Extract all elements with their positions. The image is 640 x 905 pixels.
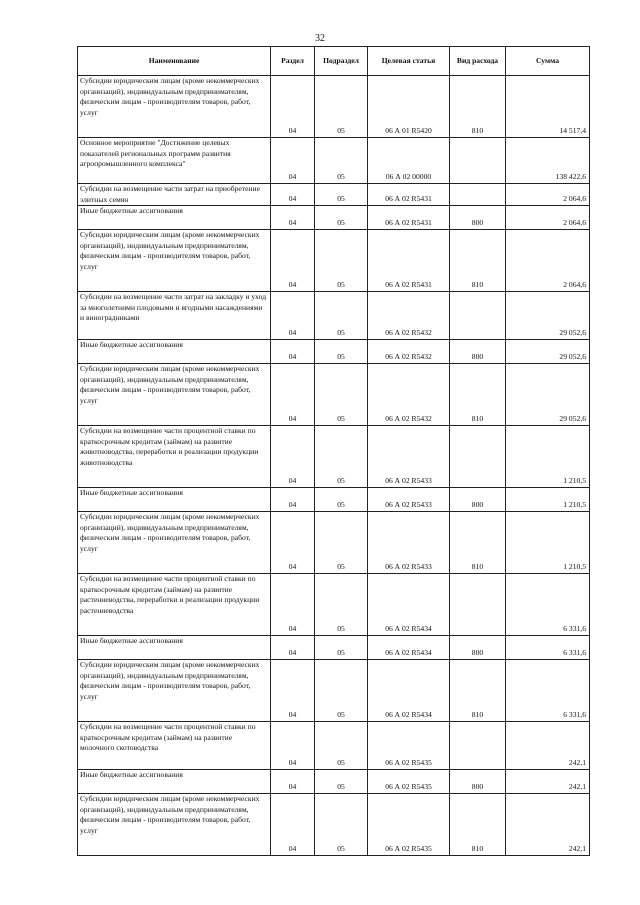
row-celevaya-cell: 06 А 02 R5434 xyxy=(368,636,450,660)
row-razdel-cell: 04 xyxy=(271,488,315,512)
row-name-text: Субсидии юридическим лицам (кроме некоммерческих организаций), индивидуальным предпринимателям, физическим лицам - производителям товаров, работ, услуг xyxy=(80,512,260,553)
row-name-cell xyxy=(78,138,271,184)
table-row xyxy=(78,206,590,230)
row-razdel-cell: 04 xyxy=(271,76,315,138)
row-vid-cell: 800 xyxy=(450,770,506,794)
row-celevaya-cell: 06 А 02 R5433 xyxy=(368,426,450,488)
row-vid-cell xyxy=(450,574,506,636)
table-row xyxy=(78,340,590,364)
row-summa-cell: 29 052,6 xyxy=(506,340,590,364)
row-summa-cell: 1 210,5 xyxy=(506,512,590,574)
row-name-text: Иные бюджетные ассигнования xyxy=(80,206,183,215)
row-podrazdel-cell: 05 xyxy=(315,722,368,770)
row-podrazdel-cell: 05 xyxy=(315,488,368,512)
row-celevaya-cell: 06 А 02 R5433 xyxy=(368,488,450,512)
header-summa: Сумма xyxy=(506,47,590,76)
row-podrazdel-cell: 05 xyxy=(315,206,368,230)
page-number: 32 xyxy=(315,33,325,44)
row-podrazdel-cell: 05 xyxy=(315,794,368,856)
table-row xyxy=(78,364,590,426)
row-razdel-cell: 04 xyxy=(271,574,315,636)
row-name-text: Субсидии юридическим лицам (кроме некоммерческих организаций), индивидуальным предпринимателям, физическим лицам - производителям товаров, работ, услуг xyxy=(80,794,260,835)
header-celevaya: Целевая статья xyxy=(368,47,450,76)
row-summa-cell: 242,1 xyxy=(506,770,590,794)
row-name-text: Субсидии юридическим лицам (кроме некоммерческих организаций), индивидуальным предпринимателям, физическим лицам - производителям товаров, работ, услуг xyxy=(80,364,260,405)
row-podrazdel-cell: 05 xyxy=(315,138,368,184)
row-name-cell xyxy=(78,636,271,660)
row-vid-cell: 810 xyxy=(450,794,506,856)
row-name-text: Иные бюджетные ассигнования xyxy=(80,488,183,497)
row-vid-cell: 810 xyxy=(450,660,506,722)
row-vid-cell: 810 xyxy=(450,512,506,574)
row-vid-cell: 800 xyxy=(450,636,506,660)
row-vid-cell xyxy=(450,184,506,206)
row-name-cell xyxy=(78,340,271,364)
row-name-text: Иные бюджетные ассигнования xyxy=(80,636,183,645)
row-celevaya-cell: 06 А 02 R5431 xyxy=(368,184,450,206)
row-razdel-cell: 04 xyxy=(271,722,315,770)
row-razdel-cell: 04 xyxy=(271,512,315,574)
row-razdel-cell: 04 xyxy=(271,230,315,292)
row-summa-cell: 242,1 xyxy=(506,794,590,856)
row-name-cell xyxy=(78,426,271,488)
row-razdel-cell: 04 xyxy=(271,770,315,794)
row-vid-cell: 800 xyxy=(450,340,506,364)
table-row xyxy=(78,722,590,770)
row-summa-cell: 29 052,6 xyxy=(506,292,590,340)
table-row xyxy=(78,184,590,206)
row-celevaya-cell: 06 А 02 00000 xyxy=(368,138,450,184)
row-celevaya-cell: 06 А 02 R5432 xyxy=(368,292,450,340)
row-name-text: Субсидии на возмещение части процентной ставки по краткосрочным кредитам (займам) на развитие молочного скотоводства xyxy=(80,722,256,752)
row-summa-cell: 1 210,5 xyxy=(506,426,590,488)
row-name-text: Субсидии юридическим лицам (кроме некоммерческих организаций), индивидуальным предпринимателям, физическим лицам - производителям товаров, работ, услуг xyxy=(80,76,260,117)
row-podrazdel-cell: 05 xyxy=(315,340,368,364)
row-name-cell xyxy=(78,292,271,340)
row-razdel-cell: 04 xyxy=(271,138,315,184)
row-podrazdel-cell: 05 xyxy=(315,76,368,138)
row-name-text: Субсидии юридическим лицам (кроме некоммерческих организаций), индивидуальным предпринимателям, физическим лицам - производителям товаров, работ, услуг xyxy=(80,660,260,701)
budget-table xyxy=(77,46,590,856)
row-name-cell xyxy=(78,230,271,292)
row-podrazdel-cell: 05 xyxy=(315,770,368,794)
row-razdel-cell: 04 xyxy=(271,184,315,206)
row-name-cell xyxy=(78,206,271,230)
row-podrazdel-cell: 05 xyxy=(315,660,368,722)
row-vid-cell: 800 xyxy=(450,206,506,230)
table-body xyxy=(78,76,590,856)
row-celevaya-cell: 06 А 02 R5431 xyxy=(368,206,450,230)
row-celevaya-cell: 06 А 02 R5435 xyxy=(368,722,450,770)
row-vid-cell: 810 xyxy=(450,364,506,426)
row-celevaya-cell: 06 А 02 R5432 xyxy=(368,364,450,426)
row-name-text: Субсидии на возмещение части процентной ставки по краткосрочным кредитам (займам) на развитие животноводства, переработки и реализации продукции животноводства xyxy=(80,426,259,467)
row-name-text: Субсидии на возмещение части процентной ставки по краткосрочным кредитам (займам) на развитие растениеводства, переработки и реализации продукции растениеводства xyxy=(80,574,260,615)
row-razdel-cell: 04 xyxy=(271,206,315,230)
row-razdel-cell: 04 xyxy=(271,636,315,660)
row-summa-cell: 6 331,6 xyxy=(506,636,590,660)
row-celevaya-cell: 06 А 02 R5433 xyxy=(368,512,450,574)
row-name-cell xyxy=(78,722,271,770)
row-celevaya-cell: 06 А 02 R5435 xyxy=(368,770,450,794)
row-vid-cell xyxy=(450,292,506,340)
row-name-cell xyxy=(78,76,271,138)
row-celevaya-cell: 06 А 02 R5432 xyxy=(368,340,450,364)
header-name: Наименование xyxy=(78,47,271,76)
row-celevaya-cell: 06 А 02 R5434 xyxy=(368,574,450,636)
row-vid-cell xyxy=(450,138,506,184)
row-name-text: Иные бюджетные ассигнования xyxy=(80,340,183,349)
row-podrazdel-cell: 05 xyxy=(315,230,368,292)
row-podrazdel-cell: 05 xyxy=(315,426,368,488)
row-razdel-cell: 04 xyxy=(271,426,315,488)
row-podrazdel-cell: 05 xyxy=(315,364,368,426)
row-summa-cell: 29 052,6 xyxy=(506,364,590,426)
row-name-text: Субсидии на возмещение части затрат на приобретение элитных семян xyxy=(80,184,260,204)
row-celevaya-cell: 06 А 02 R5434 xyxy=(368,660,450,722)
row-summa-cell: 2 064,6 xyxy=(506,206,590,230)
row-vid-cell xyxy=(450,426,506,488)
table-row xyxy=(78,230,590,292)
row-summa-cell: 2 064,6 xyxy=(506,184,590,206)
row-vid-cell: 810 xyxy=(450,76,506,138)
table-row xyxy=(78,292,590,340)
row-razdel-cell: 04 xyxy=(271,660,315,722)
header-razdel: Раздел xyxy=(271,47,315,76)
header-vid: Вид расхода xyxy=(450,47,506,76)
row-razdel-cell: 04 xyxy=(271,364,315,426)
row-podrazdel-cell: 05 xyxy=(315,636,368,660)
row-name-cell xyxy=(78,574,271,636)
row-celevaya-cell: 06 А 02 R5435 xyxy=(368,794,450,856)
table-row xyxy=(78,636,590,660)
table-row xyxy=(78,488,590,512)
row-name-cell xyxy=(78,794,271,856)
table-row xyxy=(78,574,590,636)
row-name-cell xyxy=(78,184,271,206)
table-row xyxy=(78,660,590,722)
row-name-cell xyxy=(78,364,271,426)
row-name-text: Основное мероприятие "Достижение целевых показателей региональных программ развития агропромышленного комплекса" xyxy=(80,138,231,168)
row-summa-cell: 242,1 xyxy=(506,722,590,770)
row-vid-cell: 810 xyxy=(450,230,506,292)
row-name-text: Иные бюджетные ассигнования xyxy=(80,770,183,779)
row-summa-cell: 1 210,5 xyxy=(506,488,590,512)
row-summa-cell: 14 517,4 xyxy=(506,76,590,138)
row-podrazdel-cell: 05 xyxy=(315,512,368,574)
table-row xyxy=(78,76,590,138)
row-summa-cell: 138 422,6 xyxy=(506,138,590,184)
table-row xyxy=(78,512,590,574)
row-name-cell xyxy=(78,660,271,722)
row-summa-cell: 6 331,6 xyxy=(506,574,590,636)
row-vid-cell xyxy=(450,722,506,770)
row-vid-cell: 800 xyxy=(450,488,506,512)
table-row xyxy=(78,138,590,184)
row-podrazdel-cell: 05 xyxy=(315,184,368,206)
row-celevaya-cell: 06 А 02 R5431 xyxy=(368,230,450,292)
row-razdel-cell: 04 xyxy=(271,794,315,856)
row-name-cell xyxy=(78,488,271,512)
table-row xyxy=(78,426,590,488)
row-name-text: Субсидии юридическим лицам (кроме некоммерческих организаций), индивидуальным предпринимателям, физическим лицам - производителям товаров, работ, услуг xyxy=(80,230,260,271)
row-name-cell xyxy=(78,770,271,794)
table-row xyxy=(78,794,590,856)
row-razdel-cell: 04 xyxy=(271,292,315,340)
table-row xyxy=(78,770,590,794)
header-podrazdel: Подраздел xyxy=(315,47,368,76)
row-podrazdel-cell: 05 xyxy=(315,574,368,636)
row-razdel-cell: 04 xyxy=(271,340,315,364)
table-header-row xyxy=(78,47,590,76)
row-summa-cell: 6 331,6 xyxy=(506,660,590,722)
row-summa-cell: 2 064,6 xyxy=(506,230,590,292)
row-name-cell xyxy=(78,512,271,574)
row-celevaya-cell: 06 А 01 R5420 xyxy=(368,76,450,138)
row-podrazdel-cell: 05 xyxy=(315,292,368,340)
row-name-text: Субсидии на возмещение части затрат на закладку и уход за многолетними плодовыми и ягодными насаждениями и виноградниками xyxy=(80,292,267,322)
